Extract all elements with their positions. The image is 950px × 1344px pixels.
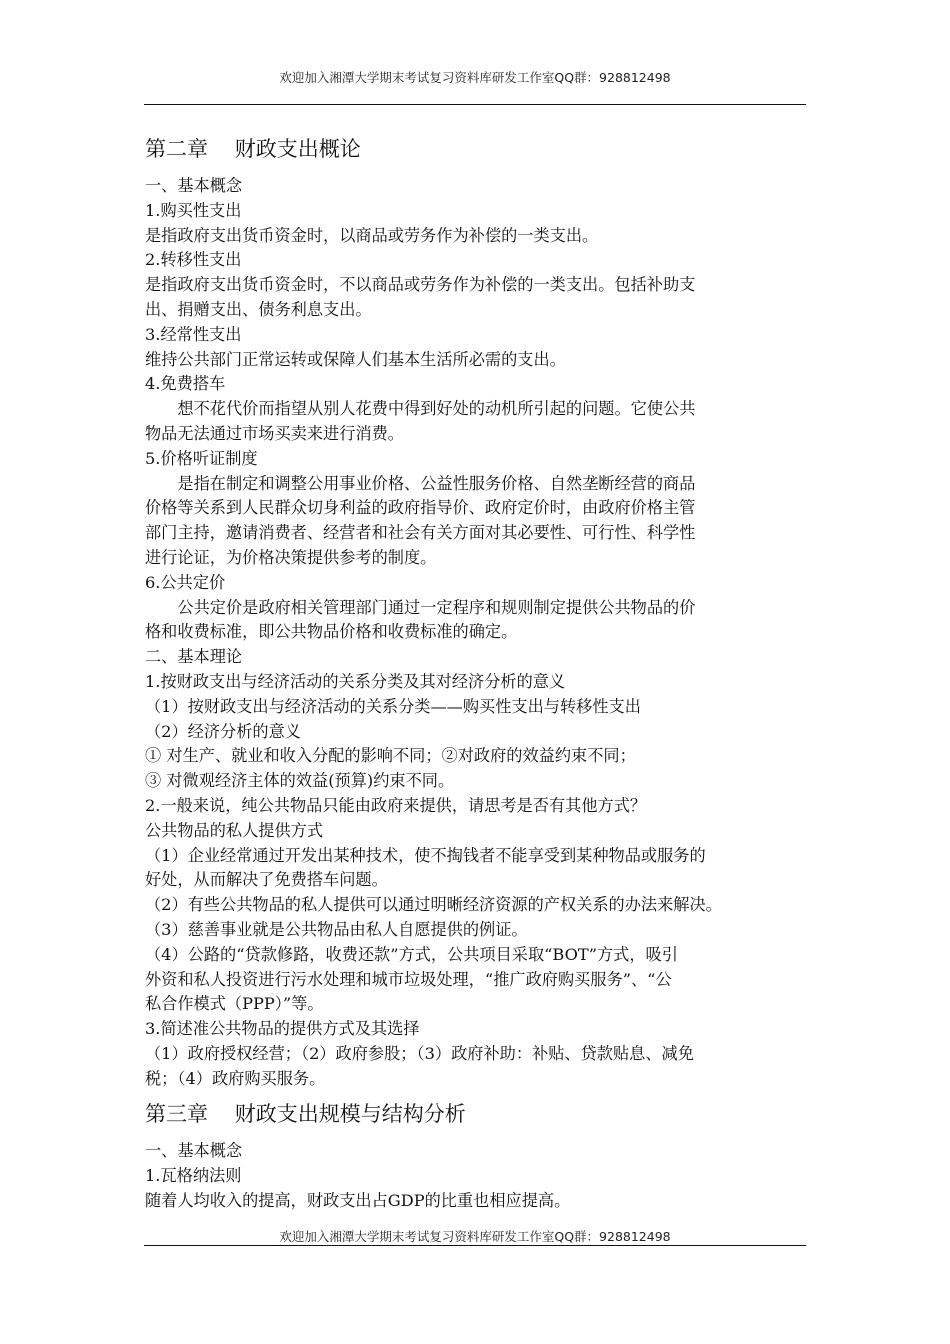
section-heading: 一、基本概念: [145, 176, 243, 195]
question-heading: 1.按财政支出与经济活动的关系分类及其对经济分析的意义: [145, 671, 566, 691]
paragraph-line: 是指在制定和调整公用事业价格、公益性服务价格、自然垄断经营的商品: [177, 473, 696, 493]
term-heading: 2.转移性支出: [145, 250, 242, 270]
paragraph-line: 外资和私人投资进行污水处理和城市垃圾处理，“推广政府购买服务”、“公: [145, 969, 672, 989]
list-item: （1）企业经常通过开发出某种技术，使不掏钱者不能享受到某种物品或服务的: [145, 845, 706, 865]
paragraph-line: 私合作模式（PPP）”等。: [145, 994, 324, 1014]
term-heading: 1.购买性支出: [145, 200, 242, 220]
list-item: （2）经济分析的意义: [145, 721, 301, 741]
chapter-2-body: [145, 174, 809, 1091]
footer-rule: [144, 1245, 806, 1246]
paragraph-line: 想不花代价而指望从别人花费中得到好处的动机所引起的问题。它使公共: [177, 399, 696, 419]
list-item: （1）按财政支出与经济活动的关系分类——购买性支出与转移性支出: [145, 696, 641, 716]
paragraph-line: 出、捐赠支出、债务利息支出。: [145, 299, 372, 319]
list-item: （3）慈善事业就是公共物品由私人自愿提供的例证。: [145, 919, 528, 939]
list-item: （2）有些公共物品的私人提供可以通过明晰经济资源的产权关系的办法来解决。: [145, 895, 722, 915]
chapter-2-title: 第二章 财政支出概论: [145, 137, 361, 161]
paragraph-line: 部门主持，邀请消费者、经营者和社会有关方面对其必要性、可行性、科学性: [145, 523, 696, 543]
chapter-3-title: 第三章 财政支出规模与结构分析: [145, 1102, 466, 1127]
list-item: ③ 对微观经济主体的效益(预算)约束不同。: [145, 771, 455, 791]
chapter-3-body: [145, 1139, 809, 1213]
section-heading: 一、基本概念: [145, 1141, 243, 1161]
page-header: 欢迎加入湘潭大学期末考试复习资料库研发工作室QQ群：928812498: [279, 70, 671, 85]
paragraph-line: 是指政府支出货币资金时，不以商品或劳务作为补偿的一类支出。包括补助支: [145, 275, 696, 295]
paragraph-line: 随着人均收入的提高，财政支出占GDP的比重也相应提高。: [145, 1191, 571, 1211]
document-body: [145, 134, 809, 1214]
term-heading: 5.价格听证制度: [145, 448, 258, 468]
header-rule: [144, 104, 806, 105]
paragraph-line: 公共物品的私人提供方式: [145, 820, 324, 840]
paragraph-line: 维持公共部门正常运转或保障人们基本生活所必需的支出。: [145, 349, 566, 369]
paragraph-line: 公共定价是政府相关管理部门通过一定程序和规则制定提供公共物品的价: [177, 597, 696, 617]
question-heading: 3.简述准公共物品的提供方式及其选择: [145, 1019, 420, 1039]
question-heading: 2.一般来说，纯公共物品只能由政府来提供，请思考是否有其他方式？: [145, 795, 647, 815]
list-item: （4）公路的“贷款修路，收费还款”方式，公共项目采取“BOT”方式，吸引: [145, 944, 678, 964]
paragraph-line: 税；（4）政府购买服务。: [145, 1068, 326, 1088]
paragraph-line: 进行论证，为价格决策提供参考的制度。: [145, 547, 437, 567]
section-heading: 二、基本理论: [145, 647, 243, 667]
paragraph-line: 格和收费标准，即公共物品价格和收费标准的确定。: [145, 622, 518, 642]
list-item: （1）政府授权经营；（2）政府参股；（3）政府补助：补贴、贷款贴息、减免: [145, 1043, 694, 1063]
paragraph-line: 物品无法通过市场买卖来进行消费。: [145, 423, 404, 443]
paragraph-line: 价格等关系到人民群众切身利益的政府指导价、政府定价时，由政府价格主管: [145, 498, 696, 518]
paragraph-line: 好处，从而解决了免费搭车问题。: [145, 870, 388, 890]
term-heading: 1.瓦格纳法则: [145, 1166, 242, 1186]
term-heading: 3.经常性支出: [145, 324, 242, 344]
paragraph-line: 是指政府支出货币资金时，以商品或劳务作为补偿的一类支出。: [145, 225, 599, 245]
term-heading: 4.免费搭车: [145, 374, 226, 394]
list-item: ① 对生产、就业和收入分配的影响不同；②对政府的效益约束不同；: [145, 746, 636, 766]
term-heading: 6.公共定价: [145, 572, 226, 592]
page-footer: 欢迎加入湘潭大学期末考试复习资料库研发工作室QQ群：928812498: [279, 1229, 671, 1244]
